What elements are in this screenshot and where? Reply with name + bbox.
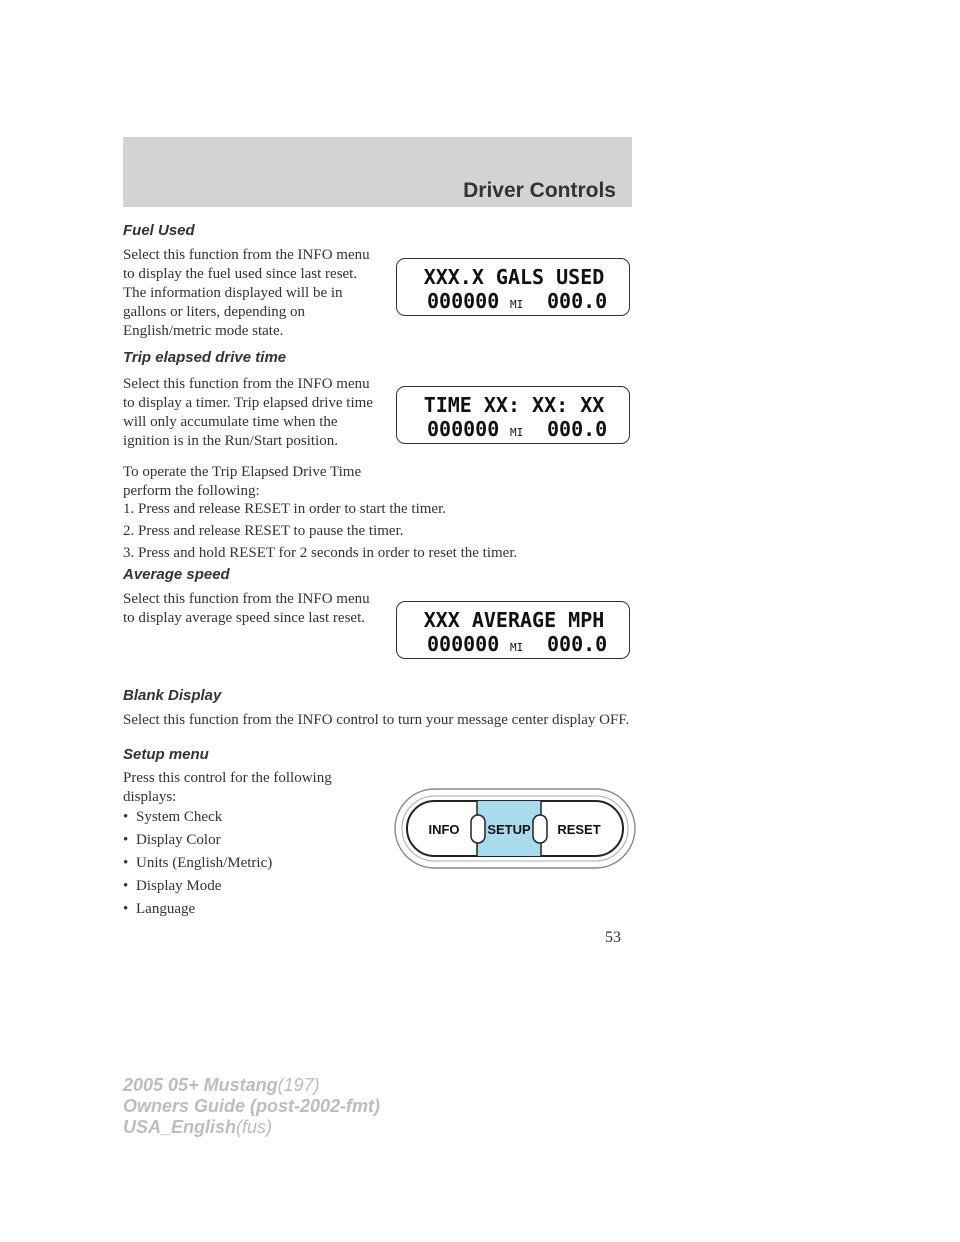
heading-setup-menu: Setup menu: [123, 746, 209, 763]
trip-step-1: 1. Press and release RESET in order to start the timer.: [123, 501, 446, 517]
display-trip: 000.0: [547, 417, 608, 441]
heading-fuel-used: Fuel Used: [123, 222, 195, 239]
display-trip: 000.0: [547, 632, 608, 656]
control-buttons-illustration: [393, 787, 637, 870]
display-line1: XXX.X GALS USED: [423, 265, 605, 289]
average-speed-text: Select this function from the INFO menu to display average speed since last reset.: [123, 591, 370, 626]
blank-display-text: Select this function from the INFO control to turn your message center display OFF.: [123, 712, 630, 728]
display-trip: 000.0: [547, 289, 608, 313]
page-title: Driver Controls: [463, 179, 616, 202]
heading-trip-time: Trip elapsed drive time: [123, 349, 287, 366]
display-unit: MI: [510, 641, 524, 654]
footer: 2005 05+ Mustang(197) Owners Guide (post-2002-fmt) USA_English(fus): [123, 1075, 381, 1137]
display-unit: MI: [510, 298, 524, 311]
average-speed-display: [396, 601, 630, 659]
display-odometer: 000000: [427, 289, 500, 313]
page-number: 53: [605, 929, 621, 946]
list-item: • Display Mode: [123, 878, 222, 894]
reset-button: RESET: [557, 822, 601, 837]
list-item: • System Check: [123, 809, 223, 825]
setup-button: SETUP: [487, 822, 531, 837]
fuel-used-text: Select this function from the INFO menu to display the fuel used since last reset. The information displayed will be in gallons or liters, depending on English/metric mode state.: [123, 247, 370, 339]
trip-step-2: 2. Press and release RESET to pause the timer.: [123, 523, 404, 539]
display-unit: MI: [510, 426, 524, 439]
heading-average-speed: Average speed: [123, 566, 230, 583]
list-item: • Language: [123, 901, 196, 917]
fuel-used-display: [396, 258, 630, 316]
trip-time-text: Select this function from the INFO menu to display a timer. Trip elapsed drive time will only accumulate time when the ignition is in the Run/Start position.: [123, 376, 373, 449]
heading-blank-display: Blank Display: [123, 687, 222, 704]
trip-time-display: [396, 386, 630, 444]
display-odometer: 000000: [427, 632, 500, 656]
list-item: • Display Color: [123, 832, 221, 848]
setup-menu-text: Press this control for the following displays:: [123, 770, 332, 805]
list-item: • Units (English/Metric): [123, 855, 273, 871]
display-line1: TIME XX: XX: XX: [423, 393, 605, 417]
display-line1: XXX AVERAGE MPH: [423, 608, 605, 632]
header-band: [123, 137, 632, 207]
info-button: INFO: [428, 822, 460, 837]
trip-time-instructions: To operate the Trip Elapsed Drive Time perform the following:: [123, 464, 362, 499]
setup-items-list: [123, 806, 272, 921]
trip-step-3: 3. Press and hold RESET for 2 seconds in order to reset the timer.: [123, 545, 518, 561]
display-odometer: 000000: [427, 417, 500, 441]
